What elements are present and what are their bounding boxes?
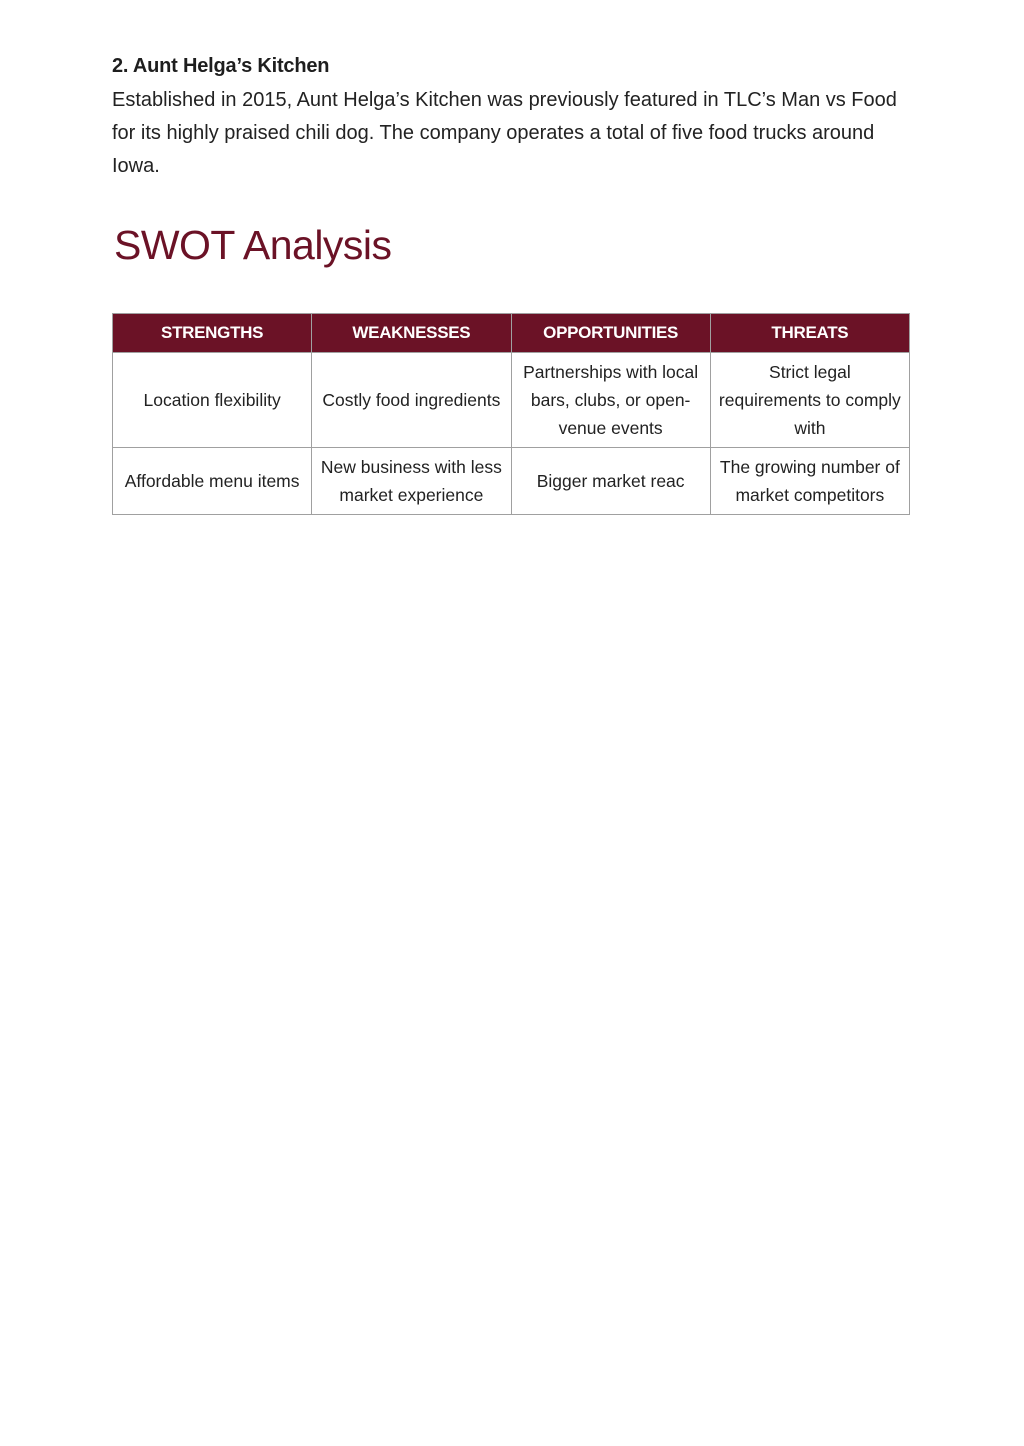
competitor-description: Established in 2015, Aunt Helga’s Kitchen was previously featured in TLC’s Man vs Food for its highly praised chili dog. The company operates a total of five food trucks around Iowa. — [112, 89, 897, 177]
table-cell: Affordable menu items — [113, 448, 312, 515]
table-cell: Costly food ingredients — [312, 353, 511, 448]
table-cell: Bigger market reac — [511, 448, 710, 515]
table-header-row — [113, 314, 910, 353]
table-row — [113, 353, 910, 448]
table-row — [113, 448, 910, 515]
table-cell: Strict legal requirements to comply with — [710, 353, 909, 448]
table-cell: Location flexibility — [113, 353, 312, 448]
header-weaknesses: WEAKNESSES — [312, 314, 511, 353]
table-cell: The growing number of market competitors — [710, 448, 909, 515]
swot-table — [112, 313, 910, 515]
competitor-heading: 2. Aunt Helga’s Kitchen — [112, 55, 330, 77]
table-cell: New business with less market experience — [312, 448, 511, 515]
header-strengths: STRENGTHS — [113, 314, 312, 353]
section-title: SWOT Analysis — [114, 222, 392, 268]
document-page — [112, 52, 910, 515]
header-opportunities: OPPORTUNITIES — [511, 314, 710, 353]
header-threats: THREATS — [710, 314, 909, 353]
table-cell: Partnerships with local bars, clubs, or open-venue events — [511, 353, 710, 448]
